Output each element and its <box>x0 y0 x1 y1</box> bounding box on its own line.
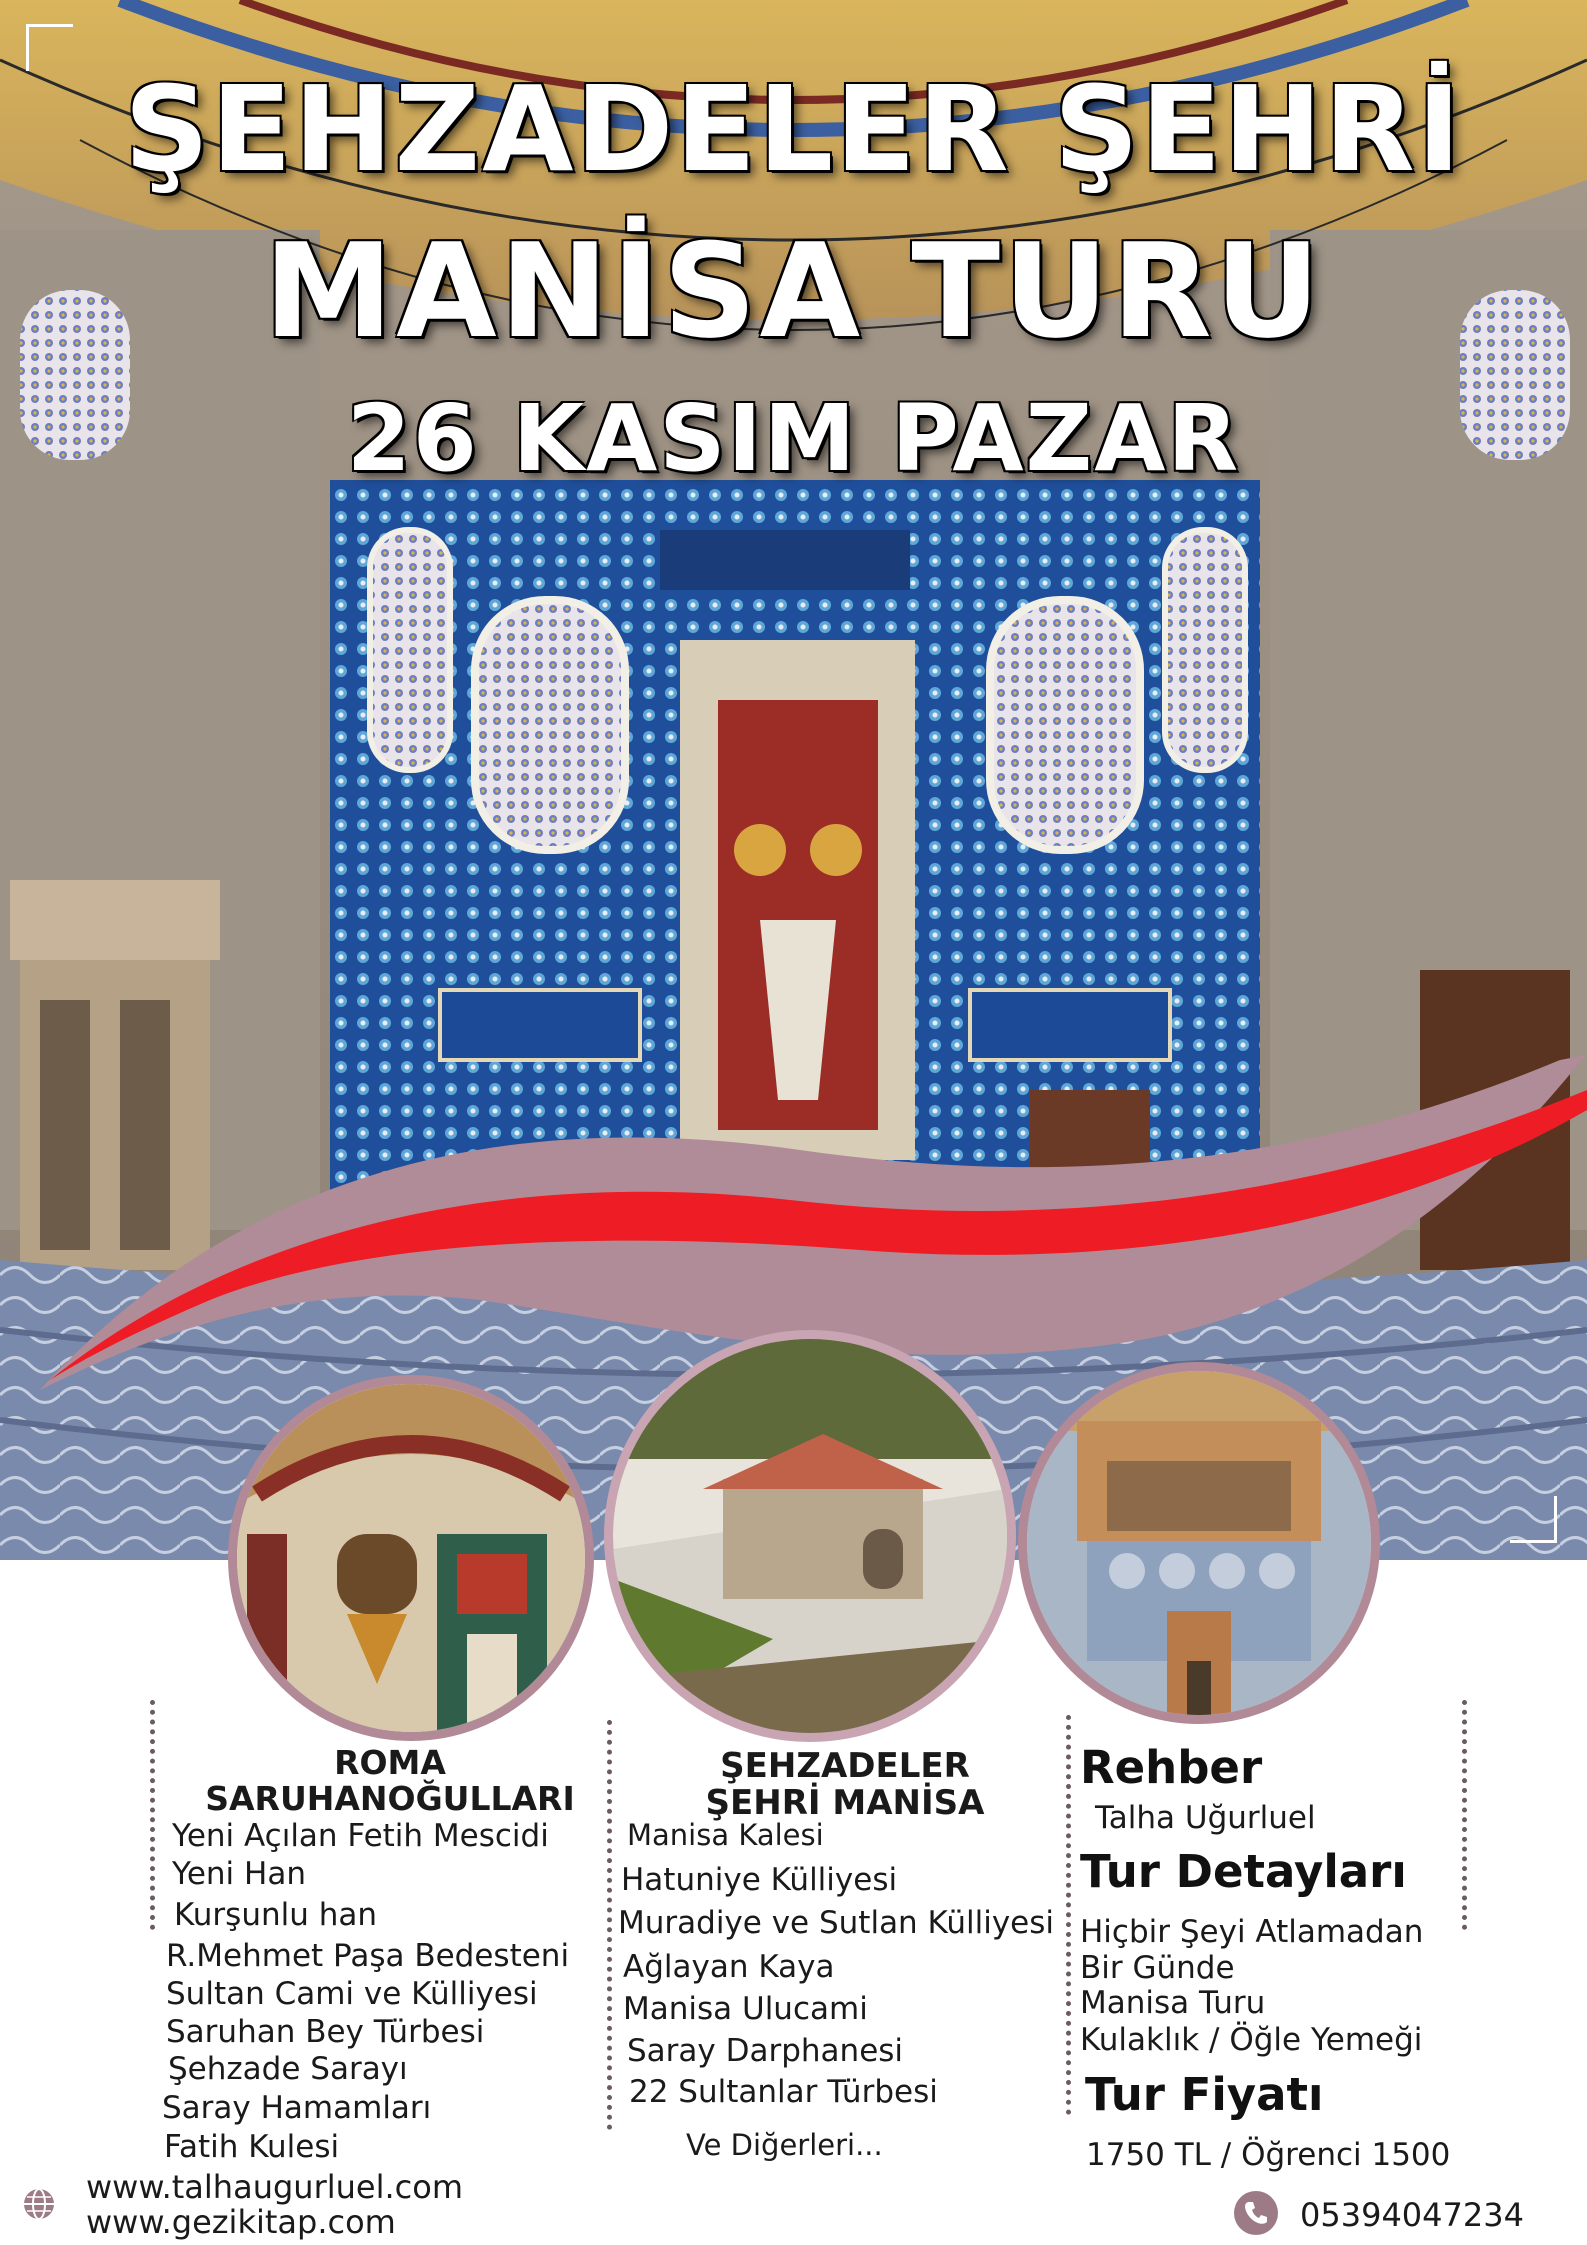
list-item: Saruhan Bey Türbesi <box>166 2014 485 2050</box>
middle-heading-line-1: ŞEHZADELER <box>720 1746 970 1786</box>
list-item: Manisa Ulucami <box>623 1991 868 2027</box>
middle-heading-line-2: ŞEHRİ MANİSA <box>705 1783 985 1824</box>
website-link-1[interactable]: www.talhaugurluel.com <box>86 2168 463 2206</box>
list-item: 22 Sultanlar Türbesi <box>629 2074 938 2110</box>
price-value: 1750 TL / Öğrenci 1500 <box>1086 2137 1451 2173</box>
divider-4 <box>1462 1700 1467 1930</box>
list-item: Muradiye ve Sutlan Külliyesi <box>618 1905 1055 1941</box>
middle-heading <box>650 1748 1040 1823</box>
list-item: Kurşunlu han <box>174 1897 378 1933</box>
phone-icon <box>1234 2191 1278 2235</box>
list-item: Ağlayan Kaya <box>623 1949 835 1985</box>
divider-3 <box>1066 1715 1071 2115</box>
list-item: R.Mehmet Paşa Bedesteni <box>166 1938 570 1974</box>
list-item: Saray Darphanesi <box>627 2033 904 2069</box>
corner-mark-bottom-right <box>1510 1496 1557 1543</box>
globe-icon <box>22 2187 56 2221</box>
list-item: Hatuniye Külliyesi <box>621 1862 898 1898</box>
detail-item: Kulaklık / Öğle Yemeği <box>1080 2022 1423 2058</box>
title-date: 26 KASIM PAZAR <box>346 385 1241 492</box>
list-item: Sultan Cami ve Külliyesi <box>166 1976 538 2012</box>
detail-item: Manisa Turu <box>1080 1985 1266 2021</box>
detail-item: Hiçbir Şeyi Atlamadan <box>1080 1914 1424 1950</box>
details-heading: Tur Detayları <box>1080 1845 1407 1898</box>
list-item: Yeni Han <box>172 1856 306 1892</box>
detail-item: Bir Günde <box>1080 1950 1235 1986</box>
photo-circle-darphane <box>604 1330 1016 1742</box>
title-line-2: MANİSA TURU <box>263 215 1324 367</box>
guide-name: Talha Uğurluel <box>1095 1800 1316 1836</box>
list-item: Şehzade Sarayı <box>168 2051 408 2087</box>
list-item: Saray Hamamları <box>162 2090 432 2126</box>
website-link-2[interactable]: www.gezikitap.com <box>86 2203 396 2241</box>
title-line-1: ŞEHZADELER ŞEHRİ <box>124 60 1463 198</box>
left-heading <box>190 1745 590 1818</box>
guide-heading: Rehber <box>1080 1741 1263 1794</box>
list-item: Manisa Kalesi <box>627 1818 824 1852</box>
photo-circle-han <box>1018 1362 1380 1724</box>
divider-1 <box>150 1700 155 1930</box>
divider-2 <box>607 1720 612 2130</box>
phone-number[interactable]: 05394047234 <box>1300 2196 1524 2234</box>
photo-circle-mescit <box>228 1375 594 1741</box>
left-heading-line-2: SARUHANOĞULLARI <box>205 1779 575 1819</box>
list-item: Fatih Kulesi <box>164 2129 340 2165</box>
list-item: Yeni Açılan Fetih Mescidi <box>172 1818 549 1854</box>
price-heading: Tur Fiyatı <box>1085 2068 1324 2121</box>
left-heading-line-1: ROMA <box>334 1743 446 1782</box>
list-more: Ve Diğerleri... <box>686 2128 883 2162</box>
